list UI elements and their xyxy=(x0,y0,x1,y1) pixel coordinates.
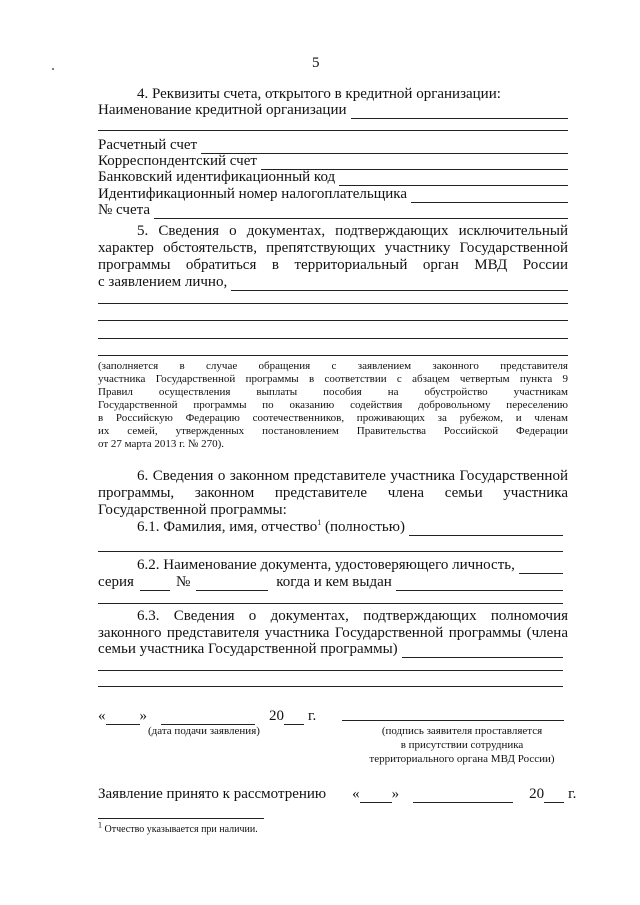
accepted-close-quote: » xyxy=(391,786,400,802)
section5-note-line7: от 27 марта 2013 г. № 270). xyxy=(98,438,225,450)
section5-line2: характер обстоятельств, препятствующих участнику Государственной xyxy=(98,240,568,256)
signature-field[interactable] xyxy=(342,720,564,721)
accepted-row xyxy=(98,785,576,803)
issued-field-line2[interactable] xyxy=(98,603,563,604)
section5-field[interactable] xyxy=(231,277,568,291)
section6-line2: программы, законном представителе члена семьи участника xyxy=(98,485,568,501)
number-label: № xyxy=(175,574,191,590)
s63-line1: 6.3. Сведения о документах, подтверждающих полномочия xyxy=(137,608,568,624)
section5-note-line1: (заполняется в случае обращения с заявлением законного представителя xyxy=(98,360,568,372)
series-field[interactable] xyxy=(140,577,170,591)
series-label: серия xyxy=(98,574,134,590)
s63-line3: семьи участника Государственной программы) xyxy=(98,641,398,657)
footnote-text: Отчество указывается при наличии. xyxy=(102,824,258,835)
full-name-field-line2[interactable] xyxy=(98,551,563,552)
s61-label xyxy=(137,518,405,536)
accepted-day-field[interactable] xyxy=(360,789,392,803)
authority-docs-field[interactable] xyxy=(402,644,563,658)
year-field[interactable] xyxy=(284,711,304,725)
month-field[interactable] xyxy=(161,711,255,725)
bank-name-field-line2[interactable] xyxy=(98,130,568,131)
id-document-field[interactable] xyxy=(519,560,563,574)
issued-field[interactable] xyxy=(396,577,563,591)
sign-caption-line2: в присутствии сотрудника xyxy=(400,739,524,751)
s61-suffix: (полностью) xyxy=(321,519,405,535)
submission-date-row xyxy=(98,707,316,725)
s63-line3-row xyxy=(98,640,563,658)
correspondent-account-label: Корреспондентский счет xyxy=(98,153,257,169)
s63-line2: законного представителя участника Государственной программы (члена xyxy=(98,625,568,641)
bic-field[interactable] xyxy=(339,172,568,186)
section5-note-line4: Государственной программы по оказанию содействия добровольному переселению xyxy=(98,399,568,411)
section5-note-line2: участника Государственной программы в соответствии с абзацем четвертым пункта 9 xyxy=(98,373,568,385)
number-field[interactable] xyxy=(196,577,268,591)
inn-label: Идентификационный номер налогоплательщика xyxy=(98,186,408,202)
s62-label: 6.2. Наименование документа, удостоверяющего личность, xyxy=(137,557,515,573)
s61-label-text: 6.1. Фамилия, имя, отчество xyxy=(137,519,318,535)
section6-line1: 6. Сведения о законном представителе участника Государственной xyxy=(137,468,568,484)
year-prefix: 20 xyxy=(269,708,284,724)
scan-speck xyxy=(52,68,54,70)
section5-note-line3: Правил осуществления выплаты пособия на обустройство участникам xyxy=(98,386,568,398)
bank-name-field[interactable] xyxy=(351,105,569,119)
account-no-row xyxy=(98,201,568,219)
series-row xyxy=(98,573,563,591)
footnote xyxy=(98,820,258,836)
section5-line4: с заявлением лично, xyxy=(98,274,228,290)
account-no-field[interactable] xyxy=(154,205,568,219)
section5-note-line5: в Российскую Федерацию соотечественников, проживающих за рубежом, и членам xyxy=(98,412,568,424)
s62-row xyxy=(137,556,563,574)
bank-name-label: Наименование кредитной организации xyxy=(98,102,347,118)
accepted-year-field[interactable] xyxy=(544,789,564,803)
date-open-quote: « xyxy=(98,708,106,724)
section5-line4-row xyxy=(98,273,568,291)
sign-caption-line3: территориального органа МВД России) xyxy=(369,753,555,765)
settlement-account-label: Расчетный счет xyxy=(98,137,198,153)
accepted-label: Заявление принято к рассмотрению xyxy=(98,786,327,802)
full-name-field[interactable] xyxy=(409,522,563,536)
accepted-year-suffix: г. xyxy=(568,786,577,802)
date-close-quote: » xyxy=(139,708,147,724)
section5-field-line2[interactable] xyxy=(98,303,568,304)
section5-field-line3[interactable] xyxy=(98,320,568,321)
year-suffix: г. xyxy=(308,708,317,724)
account-no-label: № счета xyxy=(98,202,151,218)
accepted-year-prefix: 20 xyxy=(529,786,545,802)
date-caption: (дата подачи заявления) xyxy=(148,725,260,737)
issued-label: когда и кем выдан xyxy=(276,574,392,590)
section5-note-line6: их семей, утвержденных постановлением Правительства Российской Федерации xyxy=(98,425,568,437)
accepted-open-quote: « xyxy=(352,786,360,802)
authority-docs-field-line2[interactable] xyxy=(98,670,563,671)
section5-field-line4[interactable] xyxy=(98,338,568,339)
footnote-mark: 1 xyxy=(98,820,102,830)
section6-line3: Государственной программы: xyxy=(98,502,287,518)
bic-row xyxy=(98,168,568,186)
section5-line1: 5. Сведения о документах, подтверждающих исключительный xyxy=(137,223,568,239)
section5-field-line5[interactable] xyxy=(98,355,568,356)
sign-caption-line1: (подпись заявителя проставляется xyxy=(381,725,543,737)
bank-name-row xyxy=(98,101,568,119)
day-field[interactable] xyxy=(106,711,140,725)
authority-docs-field-line3[interactable] xyxy=(98,686,563,687)
section4-heading: 4. Реквизиты счета, открытого в кредитной организации: xyxy=(137,86,501,102)
s61-row xyxy=(137,518,563,536)
section5-line3: программы обратиться в территориальный орган МВД России xyxy=(98,257,568,273)
bic-label: Банковский идентификационный код xyxy=(98,169,336,185)
accepted-month-field[interactable] xyxy=(413,789,513,803)
page-number: 5 xyxy=(312,55,320,71)
footnote-separator xyxy=(98,818,264,819)
footnote-ref: 1 xyxy=(317,518,322,527)
